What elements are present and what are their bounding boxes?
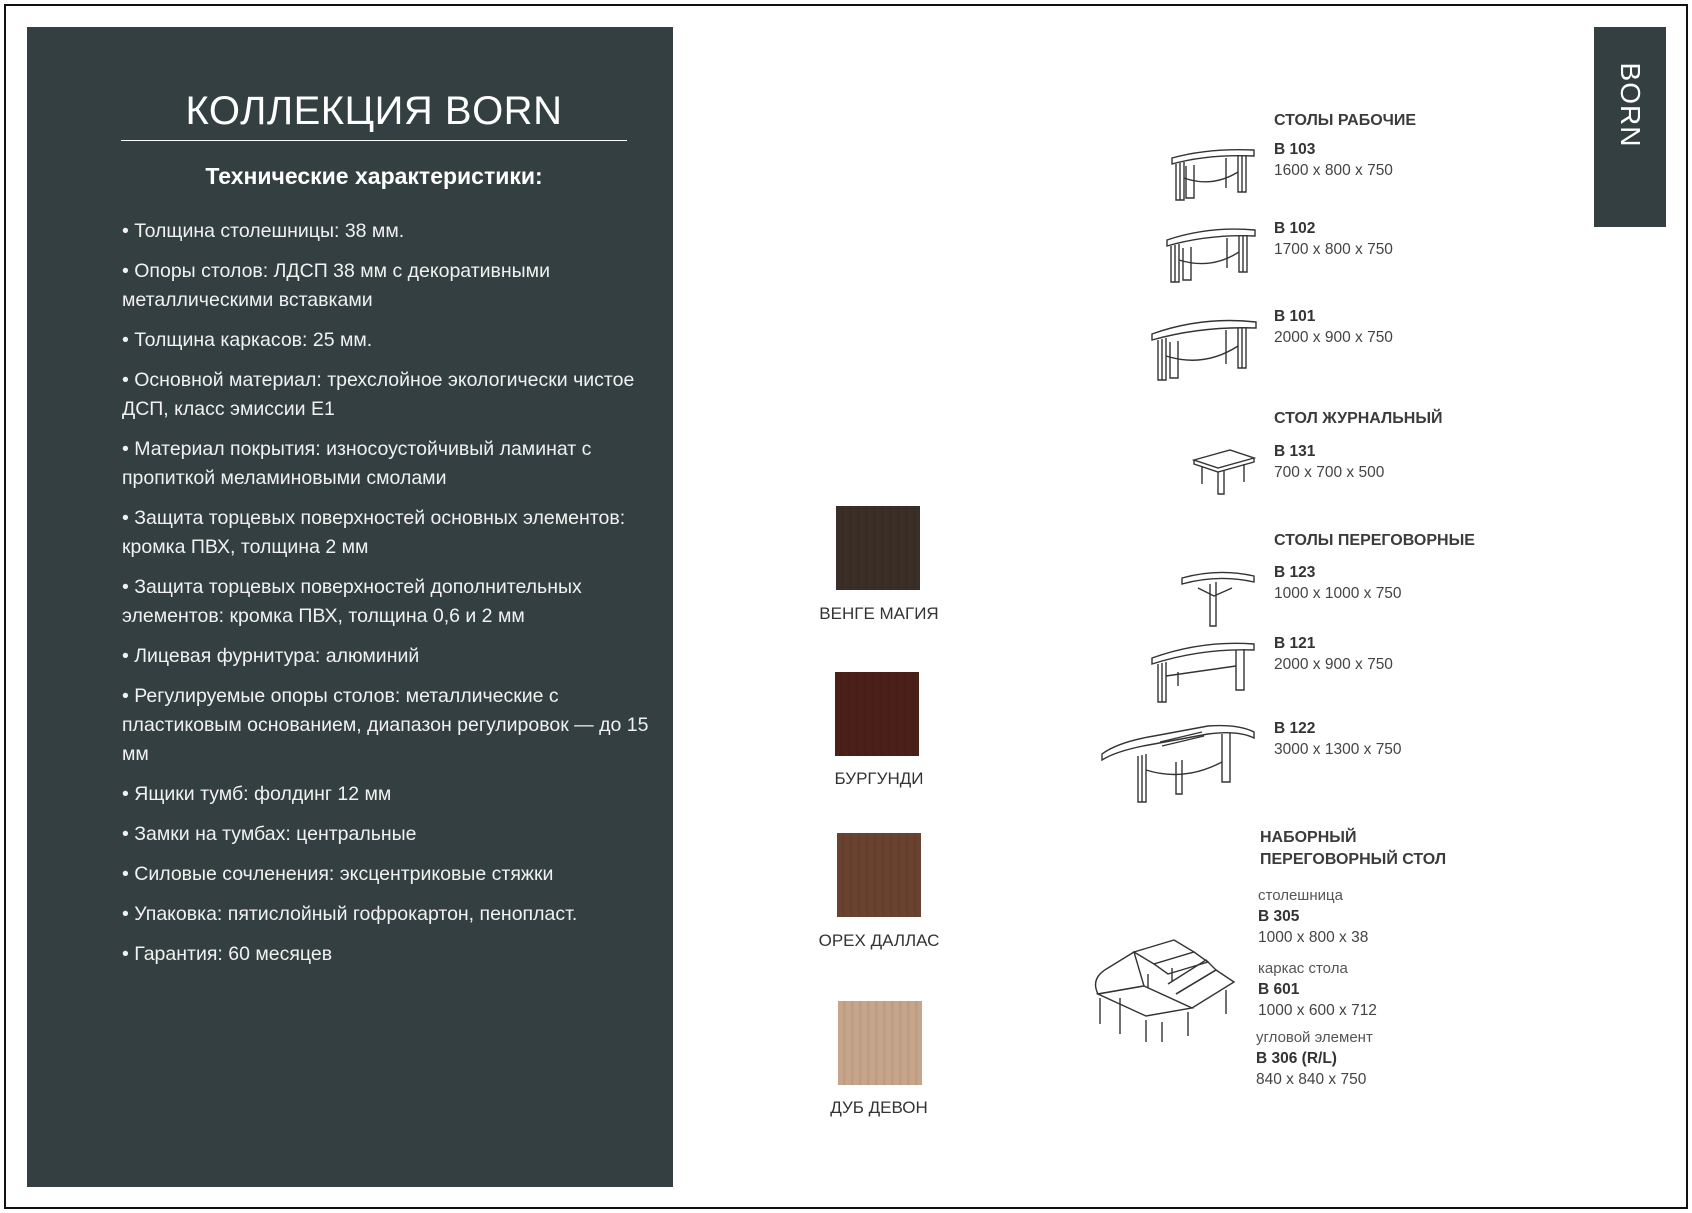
- swatch-label-wenge: ВЕНГЕ МАГИЯ: [819, 604, 939, 623]
- product-code: В 122: [1274, 720, 1316, 737]
- swatch-walnut-dallas: [837, 833, 921, 917]
- spec-item: • Защита торцевых поверхностей дополнительных элементов: кромка ПВХ, толщина 0,6 и 2 мм: [122, 576, 582, 627]
- component-note: угловой элемент: [1256, 1029, 1373, 1046]
- table-b102-illustration: [1163, 222, 1259, 286]
- specs-list: [122, 217, 652, 980]
- product-code: В 305: [1258, 908, 1300, 925]
- table-b101-illustration: [1148, 312, 1260, 384]
- product-size: 3000 х 1300 х 750: [1274, 741, 1402, 758]
- product-code: В 601: [1258, 981, 1300, 998]
- product-size: 1000 х 1000 х 750: [1274, 585, 1402, 602]
- product-code: В 121: [1274, 635, 1316, 652]
- spec-item: • Основной материал: трехслойное экологически чистое ДСП, класс эмиссии Е1: [122, 369, 635, 420]
- swatch-label-burgundy: БУРГУНДИ: [834, 769, 924, 788]
- product-code: В 306 (R/L): [1256, 1050, 1337, 1067]
- spec-item: • Упаковка: пятислойный гофрокартон, пенопласт.: [122, 903, 578, 925]
- product-size: 2000 х 900 х 750: [1274, 329, 1393, 346]
- modular-table-illustration: [1088, 938, 1238, 1046]
- table-b121-illustration: [1148, 636, 1258, 706]
- spec-item: • Регулируемые опоры столов: металлические с пластиковым основанием, диапазон регулировок — до 15 мм: [122, 685, 649, 765]
- swatch-oak-devon: [838, 1001, 922, 1085]
- collection-side-tab: [1594, 27, 1666, 227]
- side-tab-label: BORN: [1615, 62, 1646, 148]
- component-note: столешница: [1258, 887, 1343, 904]
- swatch-label-walnut-dallas: ОРЕХ ДАЛЛАС: [818, 931, 940, 950]
- product-code: В 131: [1274, 443, 1316, 460]
- swatch-wenge: [836, 506, 920, 590]
- specs-panel: [27, 27, 673, 1187]
- component-note: каркас стола: [1258, 960, 1348, 977]
- product-size: 1000 х 600 х 712: [1258, 1002, 1377, 1019]
- table-b123-illustration: [1178, 566, 1258, 628]
- spec-item: • Ящики тумб: фолдинг 12 мм: [122, 783, 392, 805]
- spec-item: • Силовые сочленения: эксцентриковые стяжки: [122, 863, 554, 885]
- table-b103-illustration: [1168, 144, 1258, 204]
- spec-item: • Материал покрытия: износоустойчивый ламинат с пропиткой меламиновыми смолами: [122, 438, 592, 489]
- product-size: 1000 х 800 х 38: [1258, 929, 1369, 946]
- section-heading-meeting-tables: СТОЛЫ ПЕРЕГОВОРНЫЕ: [1274, 532, 1475, 549]
- product-size: 1600 х 800 х 750: [1274, 162, 1393, 179]
- section-heading-work-tables: СТОЛЫ РАБОЧИЕ: [1274, 112, 1417, 129]
- collection-title: КОЛЛЕКЦИЯ BORN: [121, 89, 627, 141]
- product-code: В 123: [1274, 564, 1316, 581]
- spec-item: • Защита торцевых поверхностей основных элементов: кромка ПВХ, толщина 2 мм: [122, 507, 626, 558]
- product-size: 840 х 840 х 750: [1256, 1071, 1367, 1088]
- spec-item: • Гарантия: 60 месяцев: [122, 943, 333, 965]
- table-b131-illustration: [1190, 446, 1258, 496]
- swatch-burgundy: [835, 672, 919, 756]
- spec-item: • Лицевая фурнитура: алюминий: [122, 645, 420, 667]
- section-heading-coffee-table: СТОЛ ЖУРНАЛЬНЫЙ: [1274, 410, 1443, 427]
- specs-subtitle: Технические характеристики:: [205, 163, 543, 189]
- section-heading-modular-table: [1260, 827, 1446, 871]
- product-code: В 103: [1274, 141, 1316, 158]
- table-b122-illustration: [1098, 722, 1258, 806]
- spec-item: • Толщина каркасов: 25 мм.: [122, 329, 373, 351]
- product-code: В 101: [1274, 308, 1316, 325]
- section-heading-line: ПЕРЕГОВОРНЫЙ СТОЛ: [1260, 851, 1447, 868]
- section-heading-line: НАБОРНЫЙ: [1260, 829, 1357, 846]
- spec-item: • Опоры столов: ЛДСП 38 мм с декоративными металлическими вставками: [122, 260, 550, 311]
- spec-item: • Толщина столешницы: 38 мм.: [122, 220, 405, 242]
- product-size: 1700 х 800 х 750: [1274, 241, 1393, 258]
- swatch-label-oak-devon: ДУБ ДЕВОН: [830, 1098, 928, 1117]
- product-code: В 102: [1274, 220, 1316, 237]
- spec-item: • Замки на тумбах: центральные: [122, 823, 417, 845]
- product-size: 700 х 700 х 500: [1274, 464, 1385, 481]
- product-size: 2000 х 900 х 750: [1274, 656, 1393, 673]
